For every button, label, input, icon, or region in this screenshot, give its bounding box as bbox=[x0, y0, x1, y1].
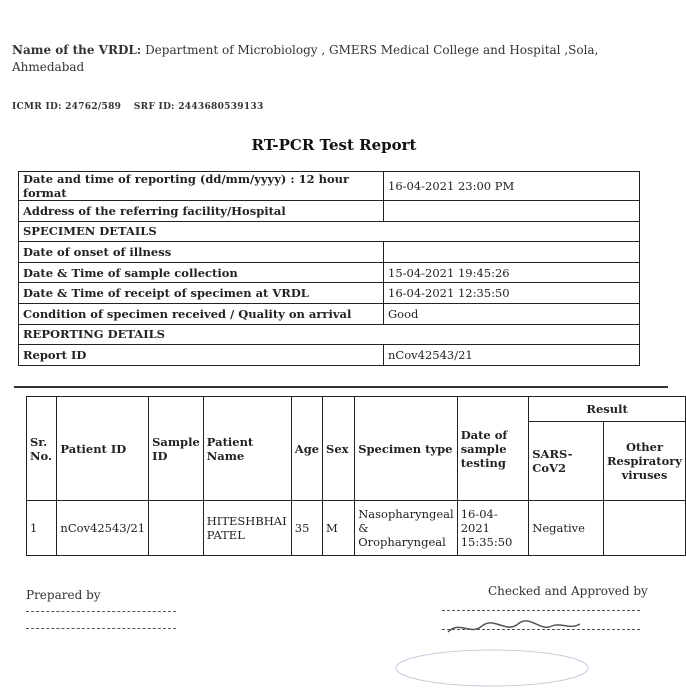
id-line bbox=[12, 102, 264, 112]
field-label: Date of onset of illness bbox=[19, 242, 384, 263]
table-row bbox=[19, 242, 640, 263]
field-label: Condition of specimen received / Quality on arrival bbox=[19, 303, 384, 324]
field-value: Good bbox=[384, 303, 640, 324]
section-heading: SPECIMEN DETAILS bbox=[19, 221, 640, 242]
header-patient-name: Patient Name bbox=[203, 397, 291, 501]
table-row bbox=[19, 201, 640, 222]
header-patient-id: Patient ID bbox=[57, 397, 149, 501]
cell-specimen-type: Nasopharyngeal & Oropharyngeal bbox=[355, 501, 457, 556]
page-title: RT-PCR Test Report bbox=[251, 136, 417, 154]
header-sars-cov2: SARS-CoV2 bbox=[529, 422, 604, 501]
cell-sample-id bbox=[149, 501, 204, 556]
cell-patient-id: nCov42543/21 bbox=[57, 501, 149, 556]
table-row bbox=[19, 221, 640, 242]
cell-sars-cov2: Negative bbox=[529, 501, 604, 556]
section-heading: REPORTING DETAILS bbox=[19, 324, 640, 345]
cell-other-viruses bbox=[603, 501, 685, 556]
vrdl-name: Department of Microbiology , GMERS Medical College and Hospital ,Sola, Ahmedabad bbox=[12, 43, 599, 74]
table-row bbox=[19, 345, 640, 366]
field-label: Date & Time of sample collection bbox=[19, 262, 384, 283]
table-row bbox=[19, 262, 640, 283]
header-date-testing: Date of sample testing bbox=[457, 397, 529, 501]
header-sample-id: Sample ID bbox=[149, 397, 204, 501]
table-row bbox=[19, 324, 640, 345]
header-result-group: Result bbox=[529, 397, 686, 422]
signature-scribble bbox=[440, 614, 590, 644]
field-value bbox=[384, 201, 640, 222]
icmr-id: ICMR ID: 24762/589 bbox=[12, 102, 122, 112]
header-specimen-type: Specimen type bbox=[355, 397, 457, 501]
cell-patient-name: HITESHBHAI PATEL bbox=[203, 501, 291, 556]
cell-age: 35 bbox=[291, 501, 322, 556]
field-label: Date & Time of receipt of specimen at VRDL bbox=[19, 283, 384, 304]
signature-line bbox=[26, 611, 176, 612]
cell-sex: M bbox=[323, 501, 355, 556]
header-other-viruses: Other Respiratory viruses bbox=[603, 422, 685, 501]
checked-by-label: Checked and Approved by bbox=[488, 584, 648, 598]
header-age: Age bbox=[291, 397, 322, 501]
field-value bbox=[384, 242, 640, 263]
table-row bbox=[19, 303, 640, 324]
table-row bbox=[27, 501, 686, 556]
field-value: 15-04-2021 19:45:26 bbox=[384, 262, 640, 283]
signature-line bbox=[26, 628, 176, 629]
table-row bbox=[19, 172, 640, 201]
prepared-by-label: Prepared by bbox=[26, 588, 101, 602]
cell-date-testing: 16-04-2021 15:35:50 bbox=[457, 501, 529, 556]
field-label: Report ID bbox=[19, 345, 384, 366]
cell-sr-no: 1 bbox=[27, 501, 57, 556]
table-header-row bbox=[27, 397, 686, 422]
vrdl-label: Name of the VRDL: bbox=[12, 43, 142, 57]
header-sr-no: Sr. No. bbox=[27, 397, 57, 501]
srf-id: SRF ID: 2443680539133 bbox=[133, 102, 264, 112]
divider bbox=[14, 386, 668, 388]
field-value: 16-04-2021 12:35:50 bbox=[384, 283, 640, 304]
header-sex: Sex bbox=[323, 397, 355, 501]
field-label: Address of the referring facility/Hospital bbox=[19, 201, 384, 222]
results-table bbox=[26, 396, 686, 556]
report-details-table bbox=[18, 171, 640, 366]
signature-line bbox=[442, 610, 640, 611]
table-row bbox=[19, 283, 640, 304]
vrdl-header bbox=[12, 42, 652, 76]
stamp-mark bbox=[392, 646, 592, 693]
field-value: nCov42543/21 bbox=[384, 345, 640, 366]
field-label: Date and time of reporting (dd/mm/yyyy) : 12 hour format bbox=[19, 172, 384, 201]
field-value: 16-04-2021 23:00 PM bbox=[384, 172, 640, 201]
